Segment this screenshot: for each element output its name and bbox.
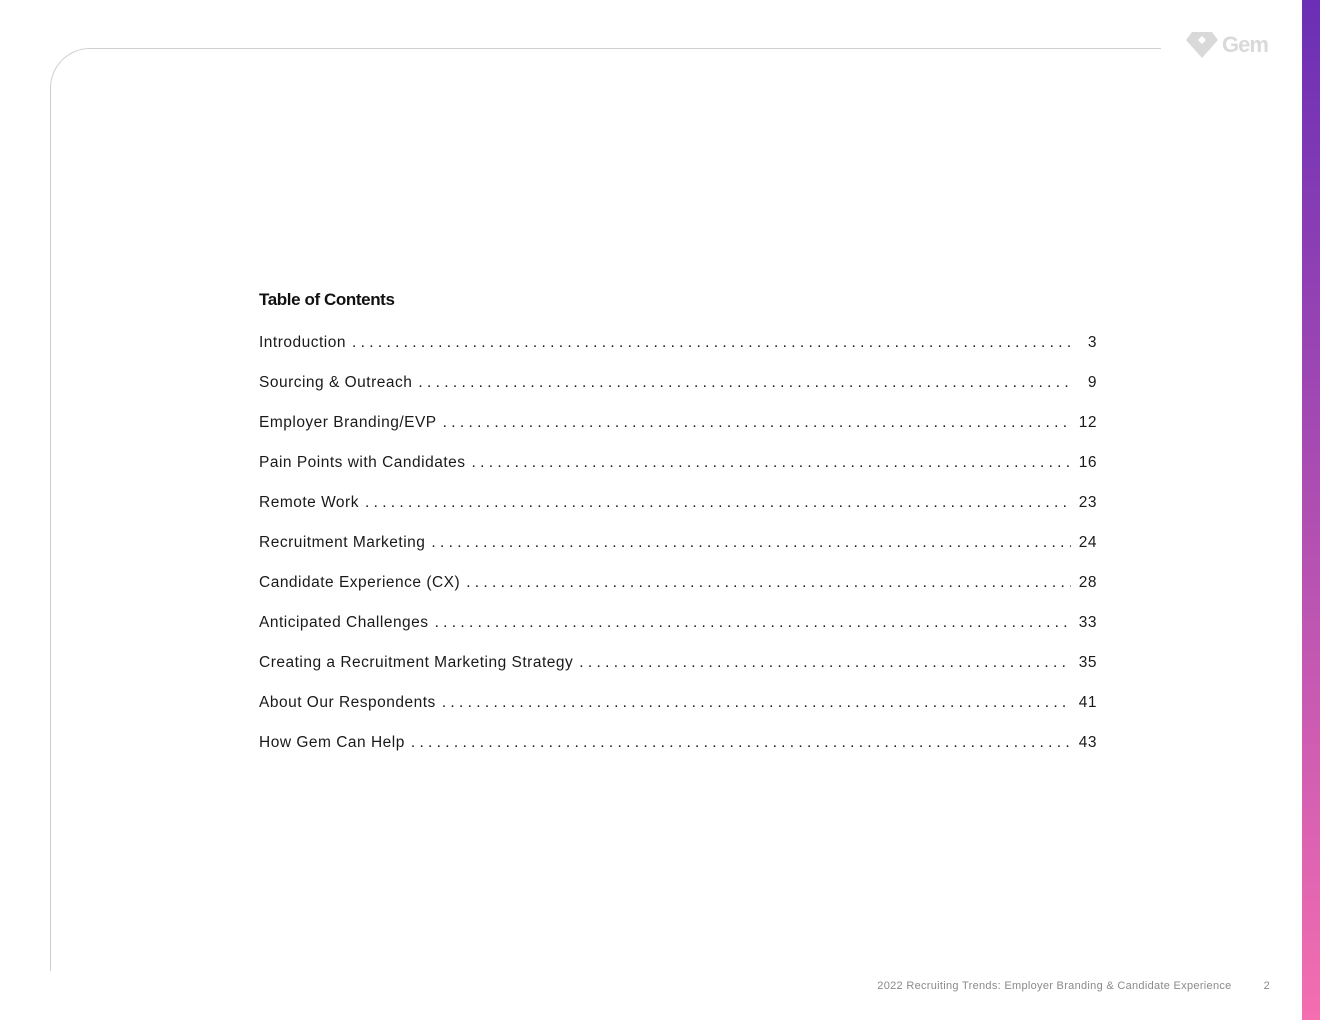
toc-entry-label: Remote Work bbox=[259, 494, 359, 511]
toc-entry-label: How Gem Can Help bbox=[259, 734, 405, 751]
toc-entry[interactable] bbox=[259, 573, 1097, 613]
footer-page-number: 2 bbox=[1263, 980, 1270, 992]
toc-dot-leader bbox=[431, 533, 1071, 553]
gem-logo bbox=[1186, 32, 1268, 58]
toc-entry[interactable] bbox=[259, 413, 1097, 453]
toc-entry-page-number: 24 bbox=[1078, 534, 1097, 551]
toc-entry-label: Pain Points with Candidates bbox=[259, 454, 466, 471]
toc-list bbox=[259, 333, 1097, 773]
toc-entry-page-number: 16 bbox=[1078, 454, 1097, 471]
toc-title: Table of Contents bbox=[259, 290, 395, 309]
toc-entry-page-number: 9 bbox=[1087, 374, 1097, 391]
toc-entry-page-number: 3 bbox=[1087, 334, 1097, 351]
table-of-contents bbox=[259, 289, 1097, 773]
toc-entry-label: Employer Branding/EVP bbox=[259, 414, 437, 431]
toc-entry-label: Creating a Recruitment Marketing Strategy bbox=[259, 654, 574, 671]
toc-entry-label: Introduction bbox=[259, 334, 346, 351]
toc-entry-page-number: 33 bbox=[1078, 614, 1097, 631]
toc-entry[interactable] bbox=[259, 733, 1097, 773]
brand-gradient-bar bbox=[1302, 0, 1320, 1020]
toc-entry-page-number: 35 bbox=[1078, 654, 1097, 671]
toc-entry[interactable] bbox=[259, 453, 1097, 493]
toc-entry-label: Recruitment Marketing bbox=[259, 534, 426, 551]
toc-entry-label: Sourcing & Outreach bbox=[259, 374, 413, 391]
toc-entry[interactable] bbox=[259, 533, 1097, 573]
toc-entry-page-number: 43 bbox=[1078, 734, 1097, 751]
toc-entry-page-number: 41 bbox=[1078, 694, 1097, 711]
toc-entry-label: Anticipated Challenges bbox=[259, 614, 429, 631]
page-footer bbox=[877, 980, 1270, 992]
toc-dot-leader bbox=[435, 613, 1071, 633]
toc-entry[interactable] bbox=[259, 653, 1097, 693]
logo-text: Gem bbox=[1222, 32, 1268, 57]
toc-dot-leader bbox=[466, 573, 1071, 593]
toc-entry[interactable] bbox=[259, 693, 1097, 733]
toc-entry[interactable] bbox=[259, 613, 1097, 653]
toc-entry-page-number: 23 bbox=[1078, 494, 1097, 511]
toc-entry-label: Candidate Experience (CX) bbox=[259, 574, 461, 591]
toc-dot-leader bbox=[352, 333, 1071, 353]
toc-dot-leader bbox=[579, 653, 1071, 673]
toc-dot-leader bbox=[442, 693, 1071, 713]
toc-entry-label: About Our Respondents bbox=[259, 694, 436, 711]
toc-entry-page-number: 28 bbox=[1078, 574, 1097, 591]
toc-entry[interactable] bbox=[259, 333, 1097, 373]
toc-entry[interactable] bbox=[259, 493, 1097, 533]
toc-dot-leader bbox=[418, 373, 1071, 393]
toc-dot-leader bbox=[411, 733, 1071, 753]
footer-document-title: 2022 Recruiting Trends: Employer Branding & Candidate Experience bbox=[877, 980, 1232, 992]
toc-entry[interactable] bbox=[259, 373, 1097, 413]
toc-entry-page-number: 12 bbox=[1078, 414, 1097, 431]
gem-diamond-icon bbox=[1186, 32, 1218, 58]
toc-dot-leader bbox=[443, 413, 1071, 433]
toc-dot-leader bbox=[365, 493, 1071, 513]
toc-dot-leader bbox=[472, 453, 1071, 473]
